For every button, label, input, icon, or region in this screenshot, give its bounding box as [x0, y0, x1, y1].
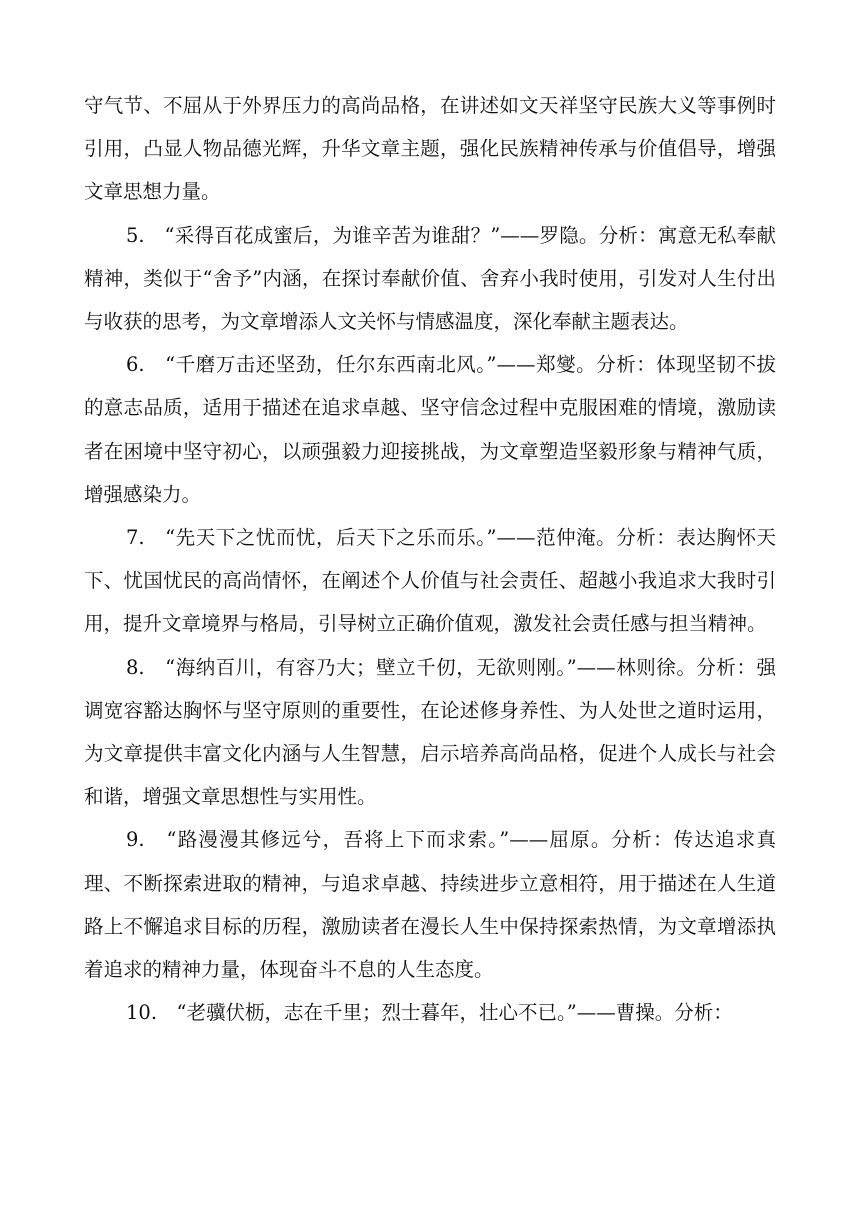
- paragraph-item-9: 9. “路漫漫其修远兮，吾将上下而求索。”——屈原。分析：传达追求真理、不断探索进取的精神，与追求卓越、持续进步立意相符，用于描述在人生道路上不懈追求目标的历程，激励读者在漫长人生中保持探索热情，为文章增添执着追求的精神力量，体现奋斗不息的人生态度。: [84, 828, 776, 982]
- paragraph-item-8: 8. “海纳百川，有容乃大；壁立千仞，无欲则刚。”——林则徐。分析：强调宽容豁达胸怀与坚守原则的重要性，在论述修身养性、为人处世之道时运用，为文章提供丰富文化内涵与人生智慧，启示培养高尚品格，促进个人成长与社会和谐，增强文章思想性与实用性。: [84, 655, 776, 809]
- paragraph-item-10: 10. “老骥伏枥，志在千里；烈士暮年，壮心不已。”——曹操。分析：: [126, 1001, 733, 1025]
- document-body: [84, 84, 776, 1034]
- paragraph-continuation: 守气节、不屈从于外界压力的高尚品格，在讲述如文天祥坚守民族大义等事例时引用，凸显人物品德光辉，升华文章主题，强化民族精神传承与价值倡导，增强文章思想力量。: [84, 94, 776, 204]
- paragraph-item-6: 6. “千磨万击还坚劲，任尔东西南北风。”——郑燮。分析：体现坚韧不拔的意志品质，适用于描述在追求卓越、坚守信念过程中克服困难的情境，激励读者在困境中坚守初心，以顽强毅力迎接挑战，为文章塑造坚毅形象与精神气质，增强感染力。: [84, 353, 776, 506]
- paragraph-item-7: 7. “先天下之忧而忧，后天下之乐而乐。”——范仲淹。分析：表达胸怀天下、忧国忧民的高尚情怀，在阐述个人价值与社会责任、超越小我追求大我时引用，提升文章境界与格局，引导树立正确价值观，激发社会责任感与担当精神。: [84, 526, 776, 636]
- paragraph-item-5: 5. “采得百花成蜜后，为谁辛苦为谁甜？”——罗隐。分析：寓意无私奉献精神，类似于“舍予”内涵，在探讨奉献价值、舍弃小我时使用，引发对人生付出与收获的思考，为文章增添人文关怀与情感温度，深化奉献主题表达。: [84, 223, 776, 334]
